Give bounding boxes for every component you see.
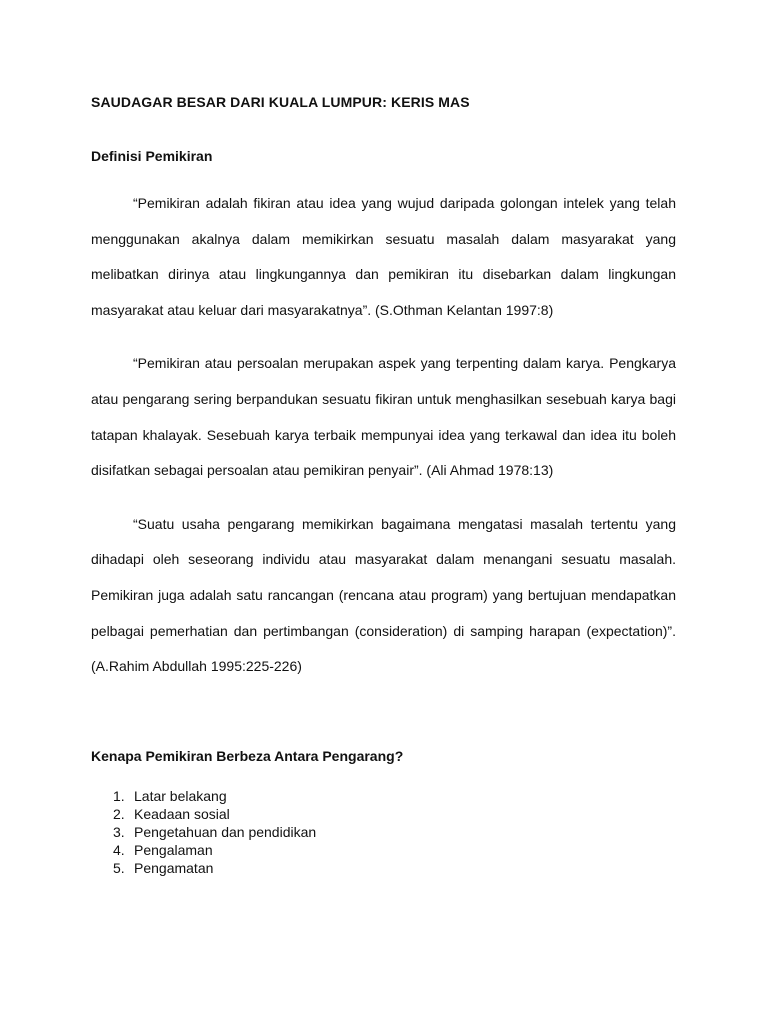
list-item-text: Pengalaman [134,841,213,858]
list-item [113,805,676,823]
list-item-text: Keadaan sosial [134,805,230,822]
list-item-number: 5. [113,859,125,876]
list-item [113,859,676,877]
section-heading-definition: Definisi Pemikiran [91,148,213,164]
quote-paragraph-3: “Suatu usaha pengarang memikirkan bagaimana mengatasi masalah tertentu yang dihadapi oleh seseorang individu atau masyarakat dalam menangani sesuatu masalah. Pemikiran juga adalah satu rancangan (rencana atau program) yang bertujuan mendapatkan pelbagai pemerhatian dan pertimbangan (consideration) di samping harapan (expectation)”. (A.Rahim Abdullah 1995:225-226) [91,515,676,675]
list-item-number: 2. [113,805,125,822]
quote-paragraph-1: “Pemikiran adalah fikiran atau idea yang wujud daripada golongan intelek yang telah menggunakan akalnya dalam memikirkan sesuatu masalah dalam masyarakat yang melibatkan dirinya atau lingkungannya dan pemikiran itu disebarkan dalam lingkungan masyarakat atau keluar dari masyarakatnya”. (S.Othman Kelantan 1997:8) [91,195,676,318]
document-title: SAUDAGAR BESAR DARI KUALA LUMPUR: KERIS MAS [91,94,470,110]
list-item-text: Latar belakang [134,787,227,804]
list-item-number: 1. [113,787,125,804]
list-item-text: Pengetahuan dan pendidikan [134,823,317,840]
list-item-text: Pengamatan [134,859,214,876]
quote-paragraph-2: “Pemikiran atau persoalan merupakan aspek yang terpenting dalam karya. Pengkarya atau pengarang sering berpandukan sesuatu fikiran untuk menghasilkan sesebuah karya bagi tatapan khalayak. Sesebuah karya terbaik mempunyai idea yang terkawal dan idea itu boleh disifatkan sebagai persoalan atau pemikiran penyair”. (Ali Ahmad 1978:13) [91,355,676,479]
list-item [113,841,676,859]
list-item [113,823,676,841]
reasons-list [91,787,676,877]
list-item [113,787,676,805]
list-item-number: 4. [113,841,125,858]
list-item-number: 3. [113,823,125,840]
section-heading-why-different: Kenapa Pemikiran Berbeza Antara Pengarang? [91,747,404,764]
